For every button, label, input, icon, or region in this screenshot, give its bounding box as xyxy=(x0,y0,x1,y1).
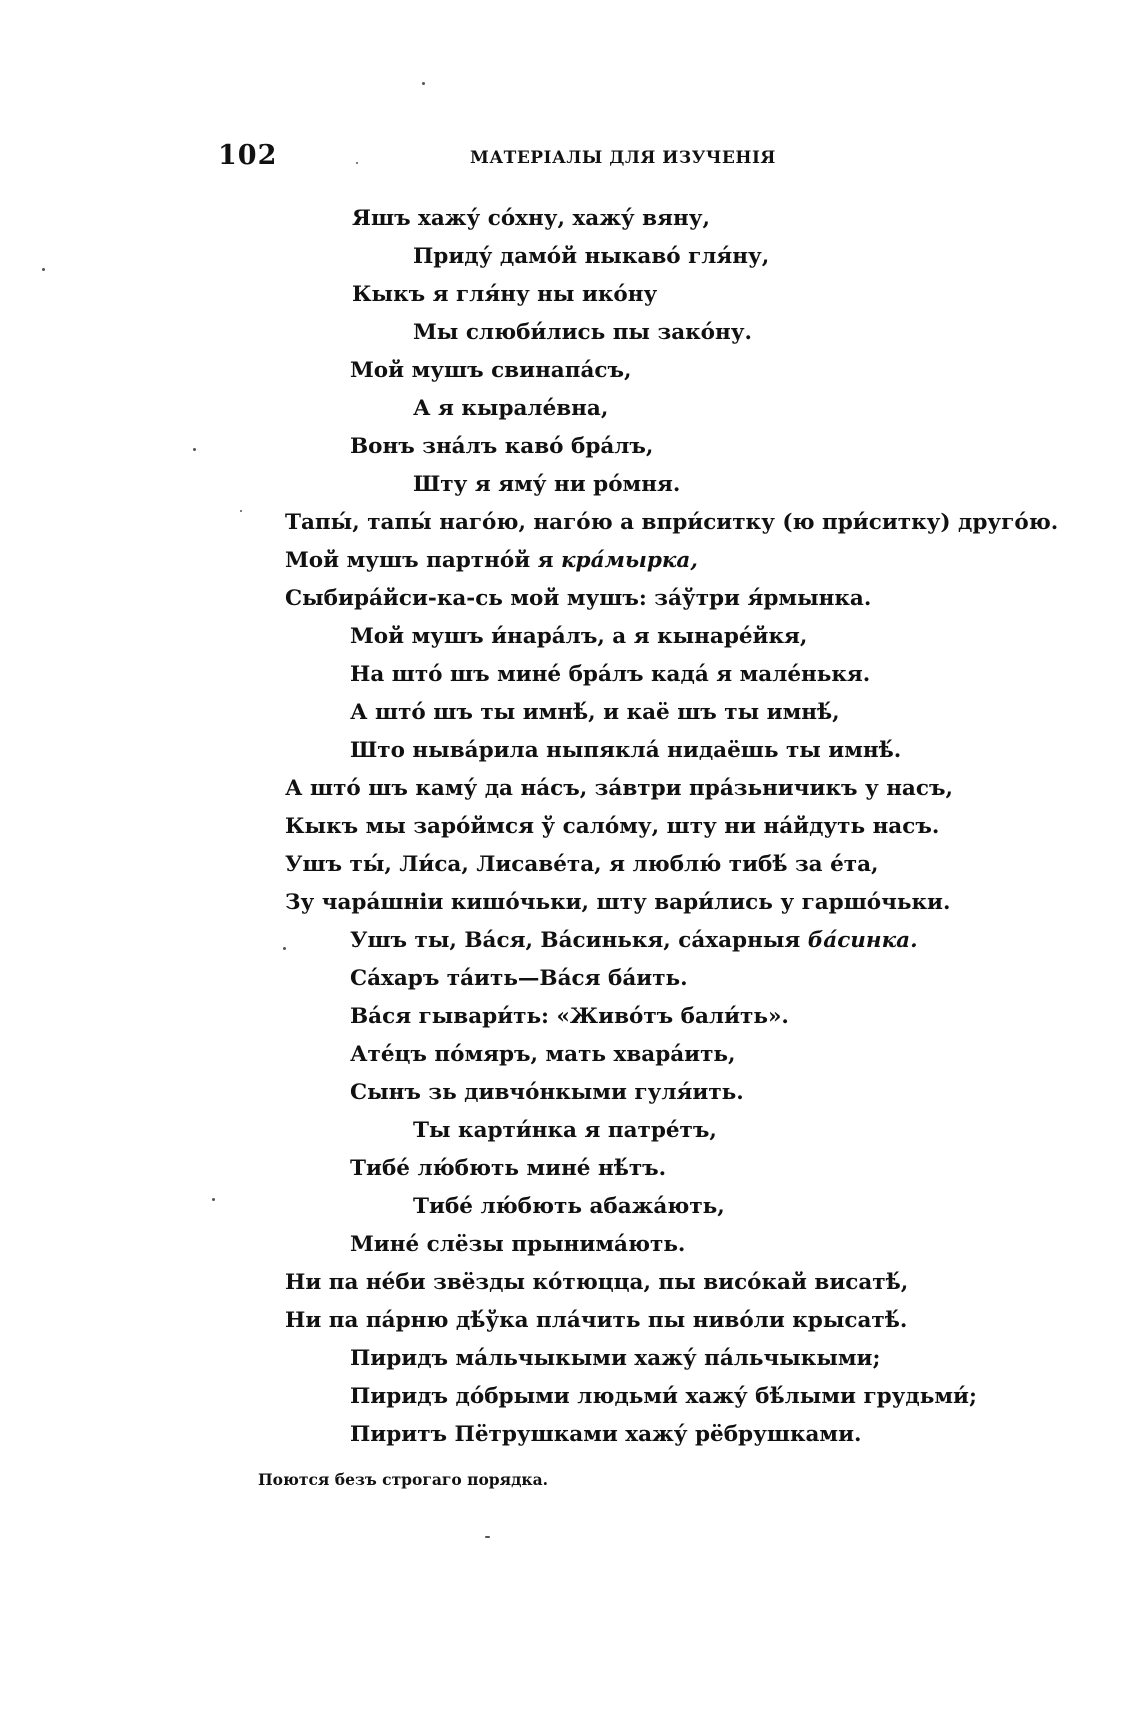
verse-line: Мине́ слёзы прынима́ють. xyxy=(350,1232,686,1257)
verse-line: Што ныва́рила ныпякла́ нидаёшь ты имнѣ́. xyxy=(350,738,902,763)
verse-line: Ате́цъ по́мяръ, мать хвара́ить, xyxy=(350,1042,736,1067)
verse-line: Мы слюби́лись пы зако́ну. xyxy=(413,320,752,345)
scan-speck xyxy=(356,162,358,164)
scan-speck xyxy=(42,268,45,271)
verse-line xyxy=(350,930,918,952)
verse-line: А што́ шъ каму́ да на́съ, за́втри пра́зьничикъ у насъ, xyxy=(285,776,953,801)
verse-line: А што́ шъ ты имнѣ́, и каё шъ ты имнѣ́, xyxy=(350,700,840,725)
verse-line: Яшъ хажу́ со́хну, хажу́ вяну, xyxy=(352,206,710,231)
verse-line-text: Ушъ ты, Ва́ся, Ва́синькя, са́харныя xyxy=(350,928,808,953)
scan-speck xyxy=(422,82,425,85)
page-header xyxy=(0,140,1140,180)
verse-line: Тибе́ лю́бють мине́ нѣ́тъ. xyxy=(350,1156,667,1181)
verse-line: Пиридъ до́брыми людьми́ хажу́ бѣ́лыми грудьми́; xyxy=(350,1384,977,1409)
scan-speck xyxy=(485,1536,490,1538)
scan-speck xyxy=(212,1198,215,1201)
scan-speck xyxy=(193,448,196,451)
verse-line: А я кырале́вна, xyxy=(413,396,609,421)
verse-line: Приду́ дамо́й ныкаво́ гля́ну, xyxy=(413,244,770,269)
verse-line: Шту я яму́ ни ро́мня. xyxy=(413,472,681,497)
running-title: МАТЕРІАЛЫ ДЛЯ ИЗУЧЕНІЯ xyxy=(470,148,776,168)
verse-line: Сынъ зь дивчо́нкыми гуля́ить. xyxy=(350,1080,744,1105)
verse-line: Ушъ ты́, Ли́са, Лисаве́та, я люблю́ тибѣ́ за е́та, xyxy=(285,852,879,877)
verse-line: Вонъ зна́лъ каво́ бра́лъ, xyxy=(350,434,654,459)
verse-line: Са́харъ та́ить—Ва́ся ба́ить. xyxy=(350,966,688,991)
verse-line: Ни па па́рню дѣ́ўка пла́чить пы ниво́ли крысатѣ́. xyxy=(285,1308,908,1333)
italic-word: ба́синка. xyxy=(807,928,918,953)
verse-line: Пиритъ Пётрушками хажу́ рёбрушками. xyxy=(350,1422,862,1447)
verse-line: Пиридъ ма́льчыкыми хажу́ па́льчыкыми; xyxy=(350,1346,881,1371)
verse-line: Сыбира́йси-ка-сь мой мушъ: за́ўтри я́рмынка. xyxy=(285,586,872,611)
verse-line xyxy=(285,550,698,572)
italic-word: кра́мырка, xyxy=(561,548,698,573)
scan-speck xyxy=(240,510,242,512)
verse-line: На што́ шъ мине́ бра́лъ када́ я мале́нькя. xyxy=(350,662,871,687)
verse-line: Кыкъ я гля́ну ны ико́ну xyxy=(352,282,658,307)
verse-line: Мой мушъ свинапа́съ, xyxy=(350,358,632,383)
verse-line: Зу чара́шніи кишо́чьки, шту вари́лись у гаршо́чьки. xyxy=(285,890,951,915)
verse-line-text: Мой мушъ партно́й я xyxy=(285,548,561,573)
verse-line: Тапы́, тапы́ наго́ю, наго́ю а впри́ситку (ю при́ситку) друго́ю. xyxy=(285,510,1059,535)
verse-line: Ни па не́би звёзды ко́тюцца, пы висо́кай висатѣ́, xyxy=(285,1270,909,1295)
footnote: Поются безъ строгаго порядка. xyxy=(258,1470,549,1489)
verse-line: Кыкъ мы заро́ймся ў сало́му, шту ни на́йдуть насъ. xyxy=(285,814,940,839)
verse-line: Ва́ся гывари́ть: «Живо́тъ бали́ть». xyxy=(350,1004,789,1029)
scan-speck xyxy=(283,947,286,950)
verse-line: Мой мушъ и́нара́лъ, а я кынаре́йкя, xyxy=(350,624,808,649)
page-number: 102 xyxy=(218,140,278,171)
verse-line: Тибе́ лю́бють абажа́ють, xyxy=(413,1194,725,1219)
verse-line: Ты карти́нка я патре́тъ, xyxy=(413,1118,717,1143)
